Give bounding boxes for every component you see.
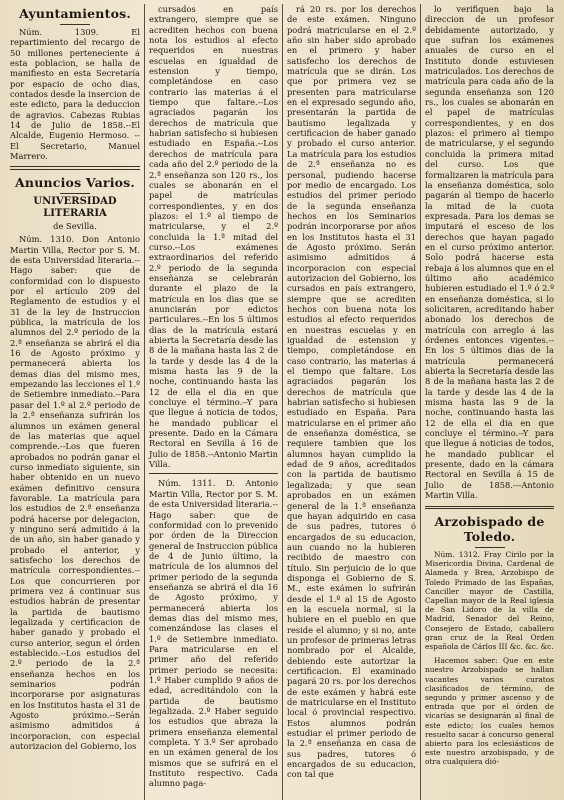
heading-rule [475,547,505,548]
notice-1310-part-2: cursados en país extrangero, siempre que se acrediten hechos con buena nota los estudios al efecto requeridos en nuestras escuelas en igualdad de estension y tiempo, completándose en caso contrario las materias á el tiempo que faltare.--Los agraciados pagarán los derechos de matrícula que habrian satisfecho si hubiesen estudiado en España.--Los derechos de matrícula para cada año del 2.º periodo de la 2.ª enseñanza son 120 rs., los cuales se abonarán en el papel de matrículas correspondientes, y en dos plazos: el 1.º al tiempo de matricularse, y el 2.º concluida la 1.ª mitad del curso.--Los exámenes extraordinarios del referido 2.º periodo de la segunda enseñanza se celebrarán durante el plazo de la matrícula en los dias que se anunciarán por edictos particulares.--En los 5 últimos dias de la matrícula estará abierta la Secretaría desde las 8 de la mañana hasta las 2 de la tarde y desde las 4 de la misma hasta las 9 de la noche, continuando hasta las 12 de ella el dia en que concluye el término.--Y para que llegue á noticia de todos, he mandado publicar el presente. Dado en la Cámara Rectoral en Sevilla á 16 de Julio de 1858.--Antonio Martin Villa. [149,4,278,470]
column-1 [6,4,144,800]
section-divider [425,506,554,510]
section-heading-anuncios: Anuncios Varios. [15,174,135,190]
notice-1312-body: Hacemos saber: Que en este nuestro Arzobispado se hallan vacantes varios curatos clasificados de término, de segundo y primer ascenso y de entrada que por el órden de vicarías se designarán al final de este edicto; los cuales hemos resuelto sacar á concurso general abierto para los eclesiásticos de este nuestro arzobispado, y de otra cualquiera dió- [425,656,554,767]
notice-1311-part-1: Núm. 1311. D. Antonio Martin Villa, Rector por S. M. de esta Universidad literaria.--Hago saber: que de conformidad con lo prevenido por órden de la Direccion general de Instruccion pública de 4 de Junio último, la matrícula de los alumnos del primer periodo de la segunda enseñanza se abrirá el dia 16 de Agosto próximo, y permanecerá abierta los demas dias del mismo mes, comenzándose las clases el 1.º de Setiembre inmediato. Para matricularse en el primer año del referido primer periodo se necesita: 1.º Haber cumplido 9 años de edad, acreditándolo con la partida de bautismo legalizada. 2.º Haber seguido los estudios que abraza la primera enseñanza elemental completa. Y 3.º Ser aprobado en un exámen general de los mismos que se sufrirá en el Instituto respectivo. Cada alumno paga- [149,478,278,789]
notice-1310-part-1: Núm. 1310. Don Antonio Martin Villa, Rector por S. M. de esta Universidad literaria.--Hago saber: que de conformidad con lo dispuesto por el artículo 209 del Reglamento de estudios y el 31 de la ley de Instruccion pública, la matrícula de los alumnos del 2.º periodo de la 2.ª enseñanza se abrirá el dia 16 de Agosto próximo y permanecerá abierta los demas dias del mismo mes, empezando las lecciones el 1.º de Setiembre inmediato.--Para pasar del 1.º al 2.º periodo de la 2.ª enseñanza sufrirán los alumnos un exámen general de las materias que aquel comprende.--Los que fueren aprobados no podrán ganar el curso inmediato siguiente, sin haber obtenido en un nuevo exámen definitivo censura favorable. La matrícula para los estudios de 2.ª enseñanza podrá hacerse por delegacion, y ninguno será admitido á la de un año, sin haber ganado y probado el anterior, y satisfecho los derechos de matrícula correspondientes.--Los que concurrieren por primera vez á continuar sus estudios habrán de presentar la partida de bautismo legalizada y certificacion de haber ganado y probado el curso anterior, segun el órden establecido.--Los estudios del 2.º periodo de la 2.ª enseñanza hechos en los seminarios podrán incorporarse por asignaturas en los Institutos hasta el 31 de Agosto próximo.--Serán asimismo admitidos á incorporacion, con especial autorizacion del Gobierno, los [10,234,140,752]
notice-1311-part-3: lo verifiquen bajo la direccion de un profesor debidamente autorizado, y que sufran los exámenes anuales de curso en el Instituto donde estuviesen matriculados. Los derechos de matrícula para cada año de la segunda enseñanza son 120 rs., los cuales se abonarán en el papel de matrículas correspondientes, y en dos plazos: el primero al tiempo de matricularse, y el segundo concluida la primera mitad del curso. Los que formalizaren la matrícula para la enseñanza doméstica, solo pagarán al tiempo de hacerlo la mitad de la cuota expresada. Para los demas se imputará el esceso de los derechos que hayan pagado en el curso próximo anterior. Solo podrá hacerse esta rebaja á los alumnos que en el último año académico hubieren estudiado el 1.º ó 2.º en enseñanza doméstica, si lo solicitaren, acreditando haber abonado los derechos de matrícula con arreglo á las órdenes entonces vigentes.--En los 5 últimos dias de la matrícula permanecerá abierta la Secretaría desde las 8 de la mañana hasta las 2 de la tarde y desde las 4 de la misma hasta las 9 de la noche, continuando hasta las 12 de ella el dia en que concluye el término.--Y para que llegue á noticias de todos, he mandado publicar el presente, dado en la cámara Rectoral en Sevilla á 15 de Julio de 1858.---Antonio Martin Villa. [425,4,554,501]
section-heading-ayuntamientos: Ayuntamientos. [19,6,131,21]
column-4 [420,4,558,800]
heading-rule [60,193,90,194]
section-divider [10,166,140,170]
column-2 [144,4,282,800]
notice-1312-intro: Núm. 1312. Fray Cirilo por la Misericordia Divina, Cardenal de Alameda y Brea, Arzobispo de Toledo Primado de las Españas, Canciller mayor de Castilla, Capellan mayor de la Real iglesia de San Lidoro de la villa de Madrid, Senador del Reino, Consejero de Estado, caballero gran cruz de la Real Orden española de Cárlos III &c. &c. &c. [425,550,554,652]
section-heading-arzobispado: Arzobispado de Toledo. [434,514,545,544]
university-subtitle: de Sevilla. [53,220,97,231]
notice-1309: Núm. 1309. El repartimiento del recargo de 50 millones perteneciente á esta poblacion, se halla de manifiesto en esta Secretaría por espacio de ocho dias, contados desde la insercion de este edicto, para la deduccion de agravios. Cabezas Rubias 14 de Julio de 1858.--El Alcalde, Eugenio Hermoso. --El Secretario, Manuel Marrero. [10,27,140,162]
column-3 [282,4,420,800]
heading-rule [60,24,90,25]
university-title: UNIVERSIDAD LITERARIA [33,195,117,219]
notice-1311-part-2: rá 20 rs. por los derechos de este exámen. Ninguno podrá matricularse en el 2.º año sin haber sido aprobado en el primero y haber satisfecho los derechos de matrícula que se dirán. Los que por primera vez se presenten para matricularse en el expresado segundo año, presentarán la partida de bautismo legalizada y certificacion de haber ganado y probado el curso anterior. La matrícula para los estudios de 2.ª enseñanza no es personal, pudiendo hacerse por medio de encargado. Los estudios del primer periodo de la segunda enseñanza hechos en los Seminarios podrán incorporarse por años en los Institutos hasta el 31 de Agosto próximo. Serán asimismo admitidos á incorporacion con especial autorizacion del Gobierno, los cursados en país extrangero, siempre que se acrediten hechos con buena nota los estudios al efecto requeridos en nuestras escuelas y en igualdad de estension y tiempo, completándose en caso contrario, las materias á el tiempo que faltare. Los agraciados pagarán los derechos de matrícula que habrian satisfecho si hubiesen estudiado en España. Para matricularse en el primer año de enseñanza doméstica, se requiere tambien que los alumnos hayan cumplido la edad de 9 años, acreditados con la partida de bautismo legalizada; y que sean aprobados en un exámen general de la 1.ª enseñanza que hayan adquirido en casa de sus padres, tutores ó encargados de su educacion, aun cuando no la hubieren recibido de maestro con título. Sin perjuicio de lo que disponga el Gobierno de S. M., este exámen lo sufrirán desde el 1.º al 15 de Agosto en la escuela normal, si la hubiere en el pueblo en que reside el alumno; y si no, ante un profesor de primeras letras nombrado por el Alcalde, debiendo este autorizar la certificacion. El examinado pagará 20 rs. por los derechos de este exámen y habrá este de matricularse en el Instituto local ó provincial respectivo. Estos alumnos podrán estudiar el primer periodo de la 2.ª enseñanza en casa de sus padres, tutores ó encargados de su educacion, con tal que [287,4,416,780]
notice-divider [149,473,278,474]
